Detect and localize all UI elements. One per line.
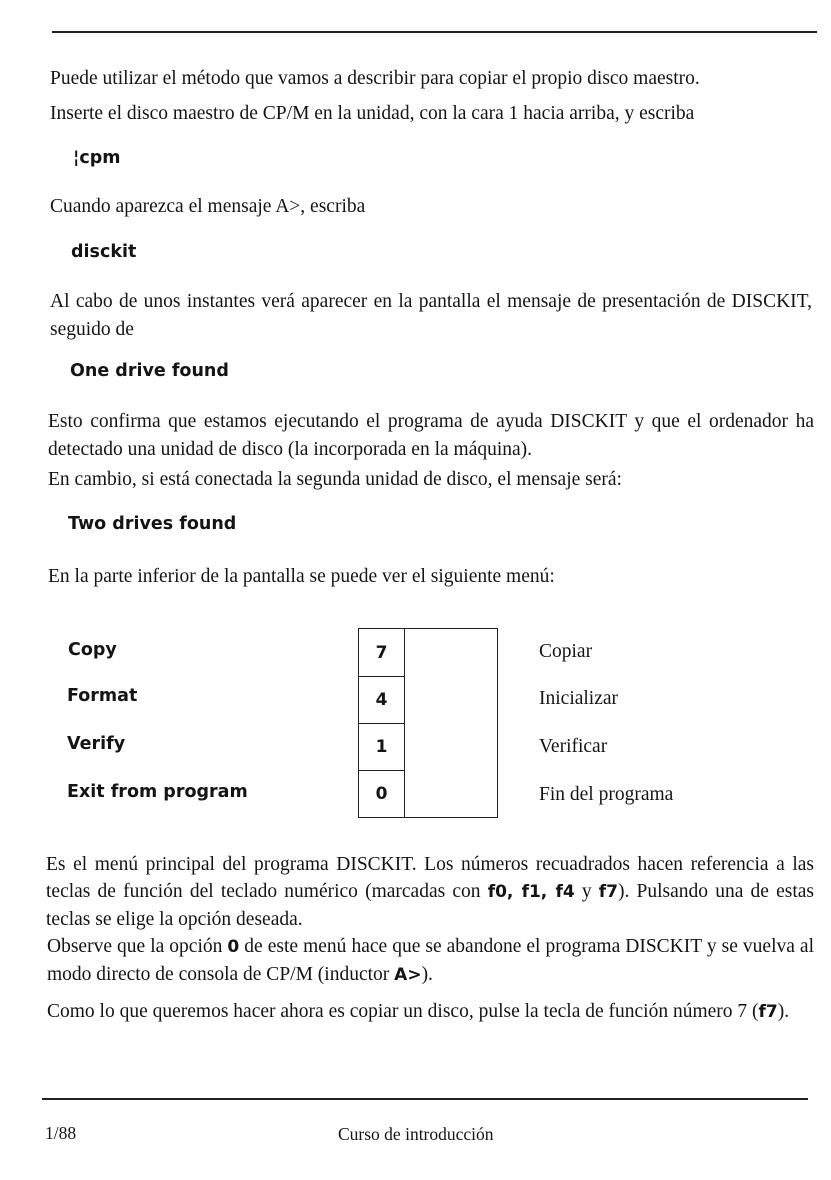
menu-option-verify: Verify (67, 734, 126, 754)
menu-meaning-inicializar: Inicializar (539, 688, 619, 709)
paragraph-3: Cuando aparezca el mensaje A>, escriba (50, 196, 366, 217)
p9-text-c: ). (421, 964, 433, 985)
key-0: 0 (359, 770, 405, 818)
p8-text-c: ). Pulsando una de estas teclas se elige la opción deseada. (46, 881, 814, 930)
paragraph-9 (47, 933, 814, 989)
footer-page-number: 1/88 (45, 1123, 77, 1143)
paragraph-4: Al cabo de unos instantes verá aparecer en la pantalla el mensaje de presentación de DISCKIT, seguido de (50, 291, 812, 340)
paragraph-10 (47, 998, 814, 1026)
p8-keys-b: f7 (598, 882, 618, 902)
p8-keys-a: f0, f1, f4 (487, 882, 575, 902)
paragraph-6: En cambio, si está conectada la segunda unidad de disco, el mensaje será: (48, 469, 622, 490)
command-cpm: ¦cpm (73, 148, 121, 168)
p8-text-a: Es el menú principal del programa DISCKIT. Los números recuadrados hacen referencia a las teclas de función del teclado numérico (marcadas con (46, 854, 814, 902)
paragraph-5: Esto confirma que estamos ejecutando el programa de ayuda DISCKIT y que el ordenador ha detectado una unidad de disco (la incorporada en la máquina). (48, 411, 814, 460)
menu-option-copy: Copy (68, 640, 117, 660)
p10-key: f7 (758, 1002, 778, 1022)
output-one-drive: One drive found (70, 361, 229, 381)
key-4: 4 (359, 676, 405, 724)
menu-meaning-copiar: Copiar (539, 641, 593, 662)
p10-text-c: ). (777, 1001, 790, 1022)
menu-option-exit: Exit from program (67, 782, 248, 802)
paragraph-1: Puede utilizar el método que vamos a describir para copiar el propio disco maestro. (50, 68, 700, 89)
paragraph-2: Inserte el disco maestro de CP/M en la unidad, con la cara 1 hacia arriba, y escriba (50, 103, 695, 124)
key-1: 1 (359, 723, 405, 771)
p9-text-b: de este menú hace que se abandone el programa DISCKIT y se vuelva al modo directo de consola de CP/M (inductor (47, 936, 814, 985)
p9-key-a: 0 (227, 937, 240, 957)
paragraph-8 (46, 851, 814, 933)
p9-text-a: Observe que la opción (47, 936, 228, 957)
command-disckit: disckit (71, 242, 137, 262)
menu-option-format: Format (67, 686, 138, 706)
p10-text-a: Como lo que queremos hacer ahora es copiar un disco, pulse la tecla de función número 7 ( (47, 1001, 759, 1022)
footer-title: Curso de introducción (338, 1124, 494, 1144)
menu-meaning-fin: Fin del programa (539, 784, 674, 805)
p8-text-b: y (574, 881, 599, 902)
top-rule (52, 31, 817, 33)
paragraph-7: En la parte inferior de la pantalla se puede ver el siguiente menú: (48, 566, 555, 587)
function-key-box (358, 628, 498, 818)
output-two-drives: Two drives found (68, 514, 237, 534)
bottom-rule (42, 1098, 808, 1100)
p9-key-b: A> (394, 965, 422, 985)
menu-meaning-verificar: Verificar (539, 736, 608, 757)
key-7: 7 (359, 629, 405, 677)
